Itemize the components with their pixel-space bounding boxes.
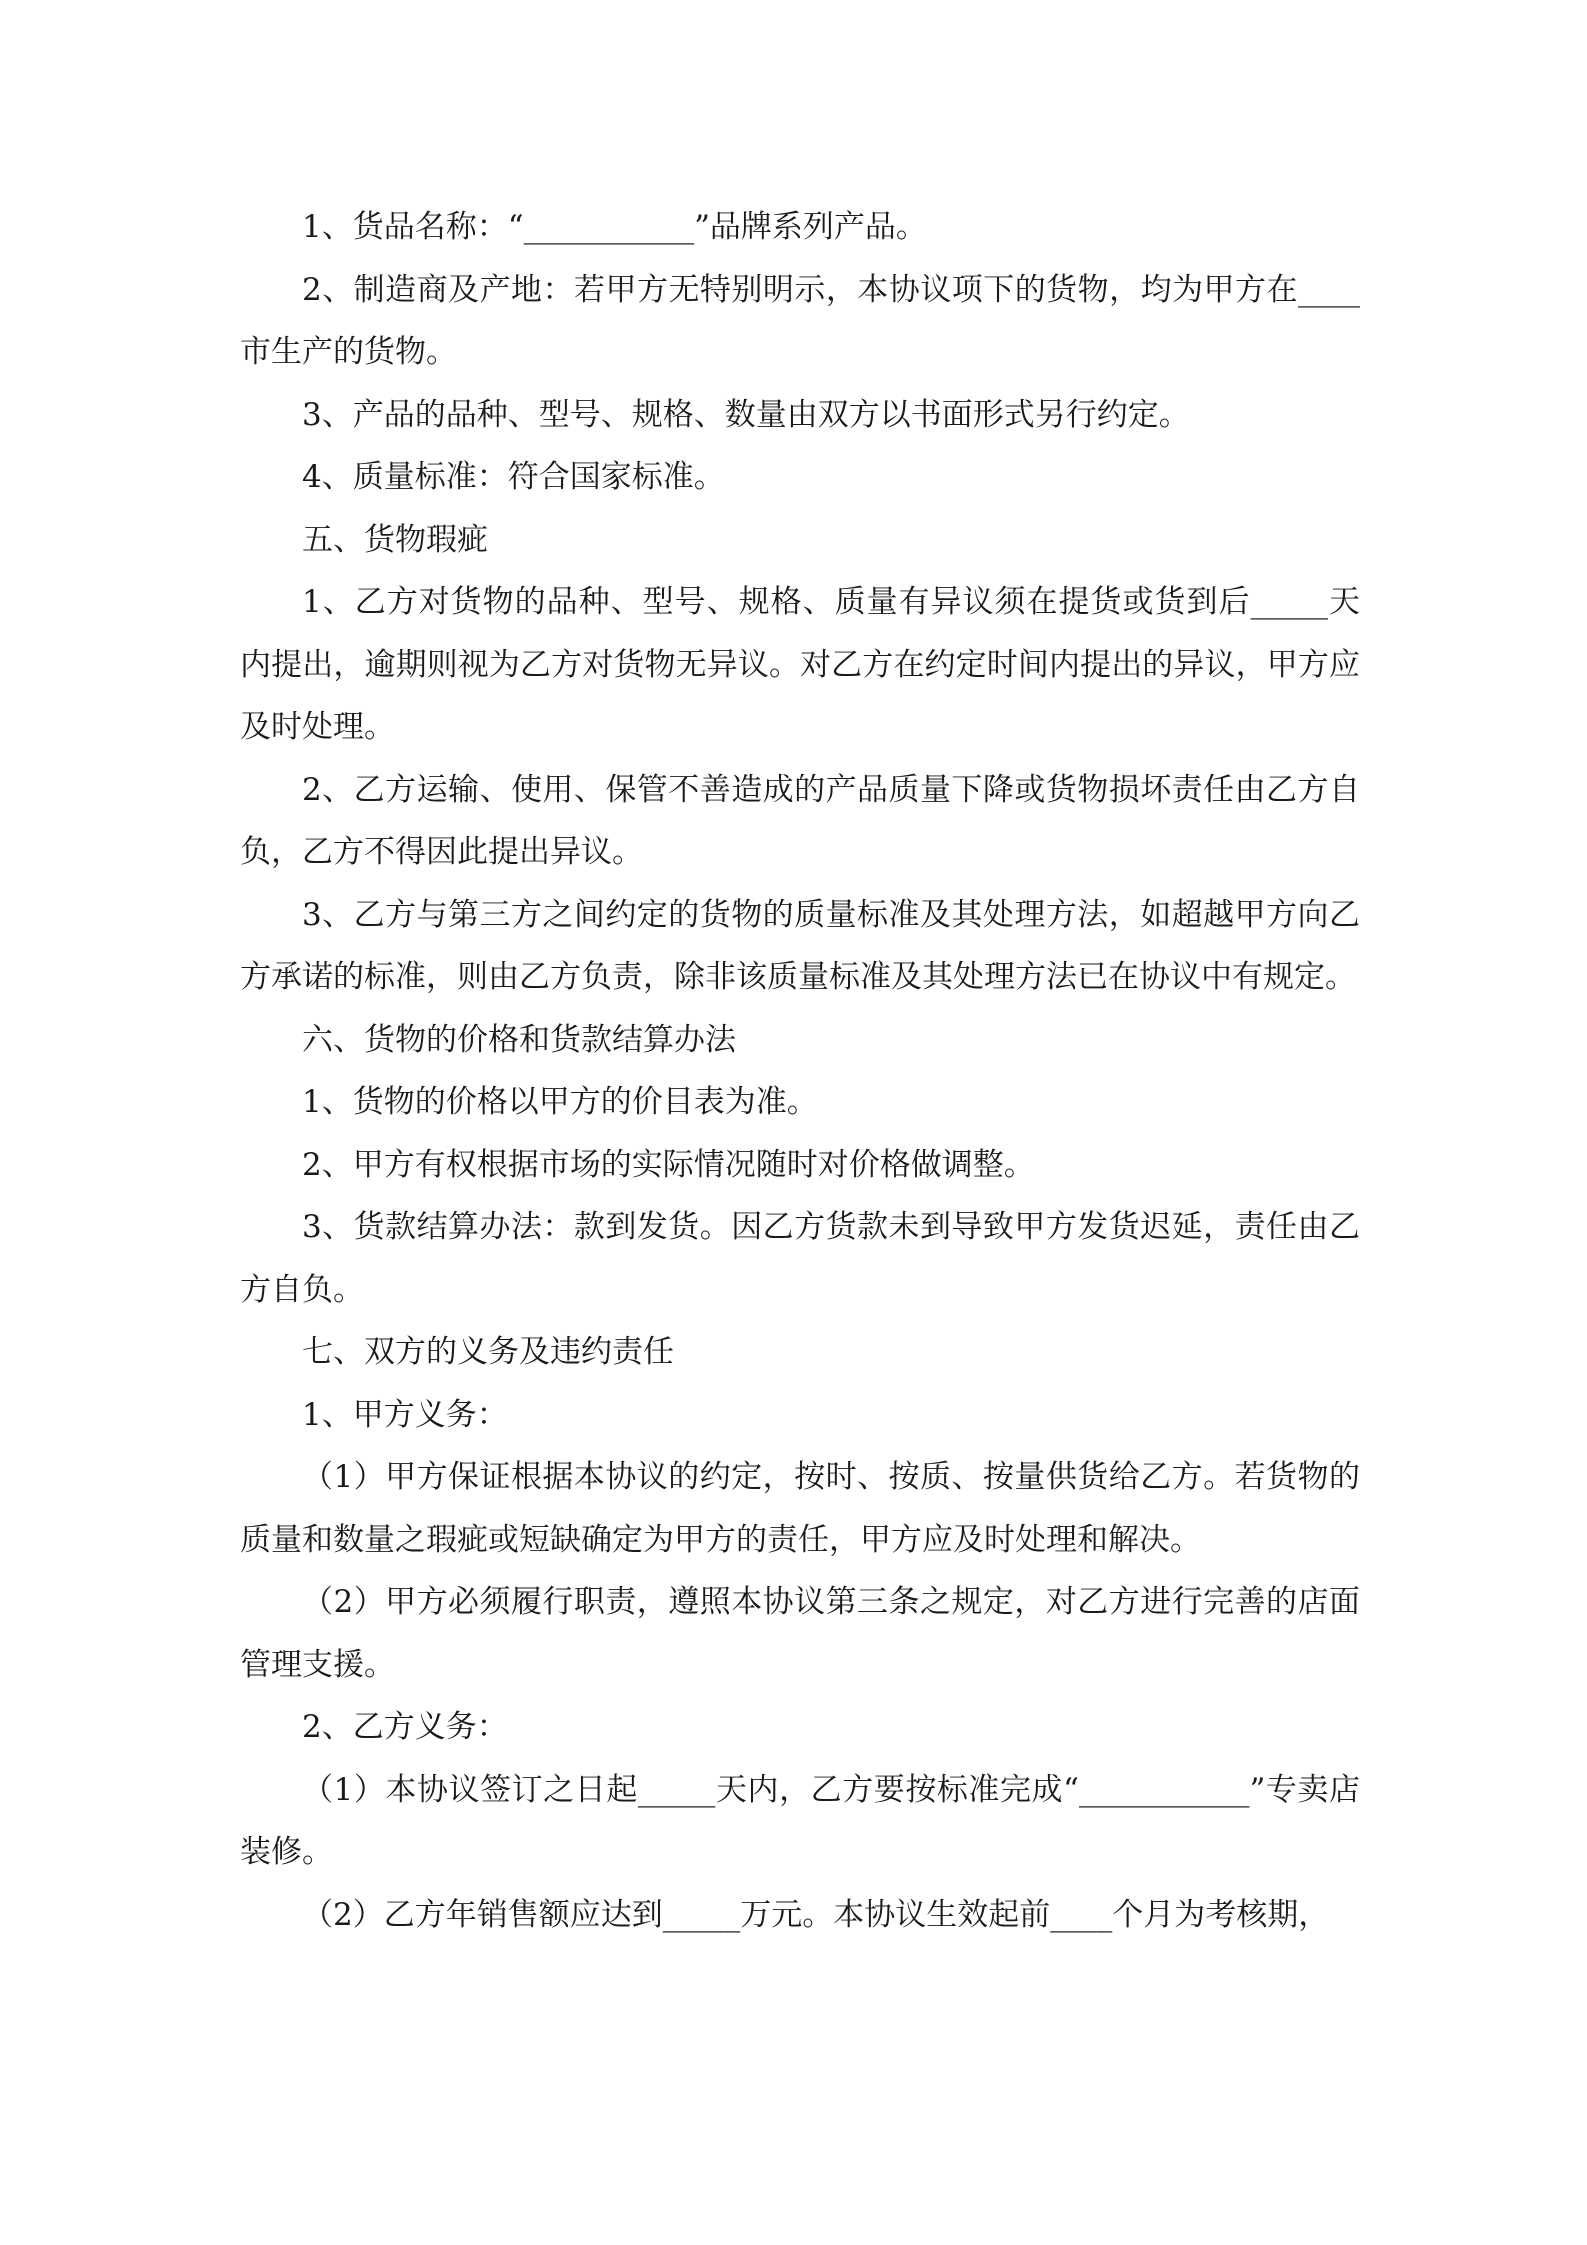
document-body bbox=[240, 196, 1360, 1946]
paragraph-price-adjustment: 2、甲方有权根据市场的实际情况随时对价格做调整。 bbox=[302, 1146, 1035, 1183]
paragraph-manufacturer-origin: 2、制造商及产地：若甲方无特别明示，本协议项下的货物，均为甲方在____市生产的货物。 bbox=[240, 271, 1360, 370]
subheading-party-a-obligations: 1、甲方义务： bbox=[302, 1396, 508, 1433]
section-heading-obligations: 七、双方的义务及违约责任 bbox=[302, 1334, 674, 1370]
paragraph-party-a-support: （2）甲方必须履行职责，遵照本协议第三条之规定，对乙方进行完善的店面管理支援。 bbox=[240, 1584, 1360, 1683]
paragraph-product-specs: 3、产品的品种、型号、规格、数量由双方以书面形式另行约定。 bbox=[302, 396, 1190, 433]
paragraph-product-name: 1、货品名称：“___________”品牌系列产品。 bbox=[302, 209, 927, 245]
paragraph-party-a-supply: （1）甲方保证根据本协议的约定，按时、按质、按量供货给乙方。若货物的质量和数量之瑕疵或短缺确定为甲方的责任，甲方应及时处理和解决。 bbox=[240, 1459, 1360, 1558]
paragraph-party-b-renovation: （1）本协议签订之日起_____天内，乙方要按标准完成“___________”专卖店装修。 bbox=[240, 1771, 1360, 1870]
paragraph-defect-objection: 1、乙方对货物的品种、型号、规格、质量有异议须在提货或货到后_____天内提出，逾期则视为乙方对货物无异议。对乙方在约定时间内提出的异议，甲方应及时处理。 bbox=[240, 584, 1360, 745]
subheading-party-b-obligations: 2、乙方义务： bbox=[302, 1709, 508, 1745]
section-heading-defects: 五、货物瑕疵 bbox=[302, 521, 488, 558]
paragraph-payment-method: 3、货款结算办法：款到发货。因乙方货款未到导致甲方发货迟延，责任由乙方自负。 bbox=[240, 1209, 1360, 1308]
paragraph-party-b-sales-target: （2）乙方年销售额应达到_____万元。本协议生效起前____个月为考核期， bbox=[302, 1896, 1330, 1933]
paragraph-defect-third-party: 3、乙方与第三方之间约定的货物的质量标准及其处理方法，如超越甲方向乙方承诺的标准，则由乙方负责，除非该质量标准及其处理方法已在协议中有规定。 bbox=[240, 896, 1360, 995]
section-heading-price-settlement: 六、货物的价格和货款结算办法 bbox=[302, 1021, 736, 1058]
paragraph-defect-self-responsibility: 2、乙方运输、使用、保管不善造成的产品质量下降或货物损坏责任由乙方自负，乙方不得因此提出异议。 bbox=[240, 771, 1360, 870]
paragraph-quality-standard: 4、质量标准：符合国家标准。 bbox=[302, 459, 725, 495]
paragraph-price-list: 1、货物的价格以甲方的价目表为准。 bbox=[302, 1084, 818, 1120]
